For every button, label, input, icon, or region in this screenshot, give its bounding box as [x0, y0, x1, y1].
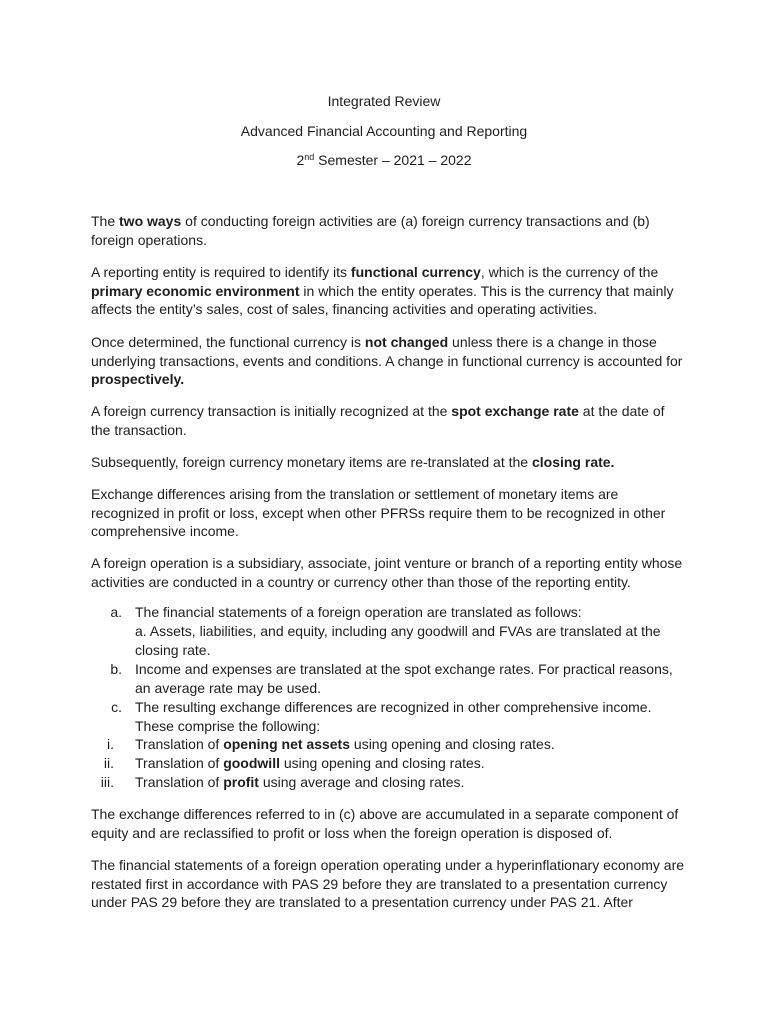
item-i-text-a: Translation of [135, 736, 224, 752]
list-marker-iii: iii. [100, 774, 114, 790]
p3-text-c: unless there is a change in those underlying transactions, events and conditions. A change in functional currency is accounted for [91, 334, 683, 369]
p5-text-a: Subsequently, foreign currency monetary items are re-translated at the [91, 454, 532, 470]
p2-bold-functional-currency: functional currency [350, 264, 481, 280]
p4-bold-spot-exchange-rate: spot exchange rate [451, 403, 579, 419]
list-marker-i: i. [107, 736, 114, 752]
paragraph-spot-rate [91, 402, 683, 439]
list-item-iii [135, 773, 675, 792]
course-title: Advanced Financial Accounting and Reporting [240, 123, 528, 139]
item-ii-text-c: using opening and closing rates. [279, 755, 485, 771]
p2-text-d: in which the entity operates. This is the currency that mainly affects the entity’s sales, cost of sales, financing activities and operating activities. [91, 282, 674, 318]
item-iii-text-a: Translation of [135, 774, 224, 790]
p1-bold-two-ways: two ways [119, 213, 182, 229]
p8-text: The exchange differences referred to in (c) above are accumulated in a separate component of equity and are reclassified to profit or loss when the foreign operation is disposed of. [91, 806, 679, 841]
p3-bold-prospectively: prospectively. [91, 371, 185, 388]
p3-text-a: Once determined, the functional currency is [91, 334, 365, 350]
list-marker-a: a. [110, 604, 122, 620]
semester-text: Semester – 2021 – 2022 [314, 152, 472, 168]
p2-text-c: , which is the currency of the [480, 264, 659, 280]
p2-text-a: A reporting entity is required to identify its [91, 264, 351, 280]
list-item-ii [135, 754, 675, 773]
p3-bold-not-changed: not changed [364, 334, 449, 350]
list-item-c: The resulting exchange differences are recognized in other comprehensive income. These comprise the following: [135, 699, 652, 734]
item-i-text-c: using opening and closing rates. [350, 736, 555, 752]
paragraph-not-changed [91, 333, 683, 389]
semester-number: 2 [296, 152, 305, 168]
p1-text-c: of conducting foreign activities are (a) foreign currency transactions and (b) foreign operations. [91, 213, 650, 248]
list-marker-ii: ii. [103, 755, 114, 771]
p2-bold-primary-economic-environment: primary economic environment [91, 282, 300, 299]
list-marker-c: c. [111, 699, 122, 715]
list-marker-b: b. [110, 661, 122, 677]
p1-text-a: The [91, 213, 120, 229]
paragraph-two-ways [91, 212, 683, 249]
item-ii-text-a: Translation of [135, 755, 224, 771]
paragraph-foreign-operation [91, 554, 683, 591]
item-ii-bold-goodwill: goodwill [223, 755, 280, 771]
item-i-bold-opening-net-assets: opening net assets [223, 736, 351, 752]
p5-bold-closing-rate: closing rate. [531, 454, 615, 470]
p9-text: The financial statements of a foreign operation operating under a hyperinflationary economy are restated first in accordance with PAS 29 before they are translated to a presentation currency under PAS 29 before they are translated to a presentation currency under PAS 21. After [91, 857, 685, 911]
paragraph-accumulated-differences [91, 805, 683, 842]
list-item-a-sub: a. Assets, liabilities, and equity, including any goodwill and FVAs are translated at the closing rate. [135, 623, 661, 658]
paragraph-exchange-differences [91, 485, 683, 541]
list-item-a: The financial statements of a foreign operation are translated as follows: [135, 604, 582, 620]
paragraph-hyperinflationary [91, 856, 691, 912]
p6-text: Exchange differences arising from the translation or settlement of monetary items are recognized in profit or loss, except when other PFRSs require them to be recognized in other comprehensive income. [91, 486, 666, 540]
list-item-i [135, 735, 675, 754]
p7-text: A foreign operation is a subsidiary, associate, joint venture or branch of a reporting entity whose activities are conducted in a country or currency other than those of the reporting entity. [91, 555, 683, 590]
list-item-b: Income and expenses are translated at the spot exchange rates. For practical reasons, an average rate may be used. [135, 661, 673, 696]
document-title: Integrated Review [327, 93, 441, 109]
p4-text-c: at the date of the transaction. [91, 403, 665, 438]
p4-text-a: A foreign currency transaction is initially recognized at the [91, 403, 452, 419]
semester-ordinal: nd [304, 152, 315, 162]
item-iii-text-c: using average and closing rates. [258, 774, 465, 790]
item-iii-bold-profit: profit [223, 774, 259, 790]
paragraph-functional-currency [91, 263, 683, 319]
semester-line [0, 151, 768, 169]
paragraph-closing-rate [91, 453, 683, 472]
